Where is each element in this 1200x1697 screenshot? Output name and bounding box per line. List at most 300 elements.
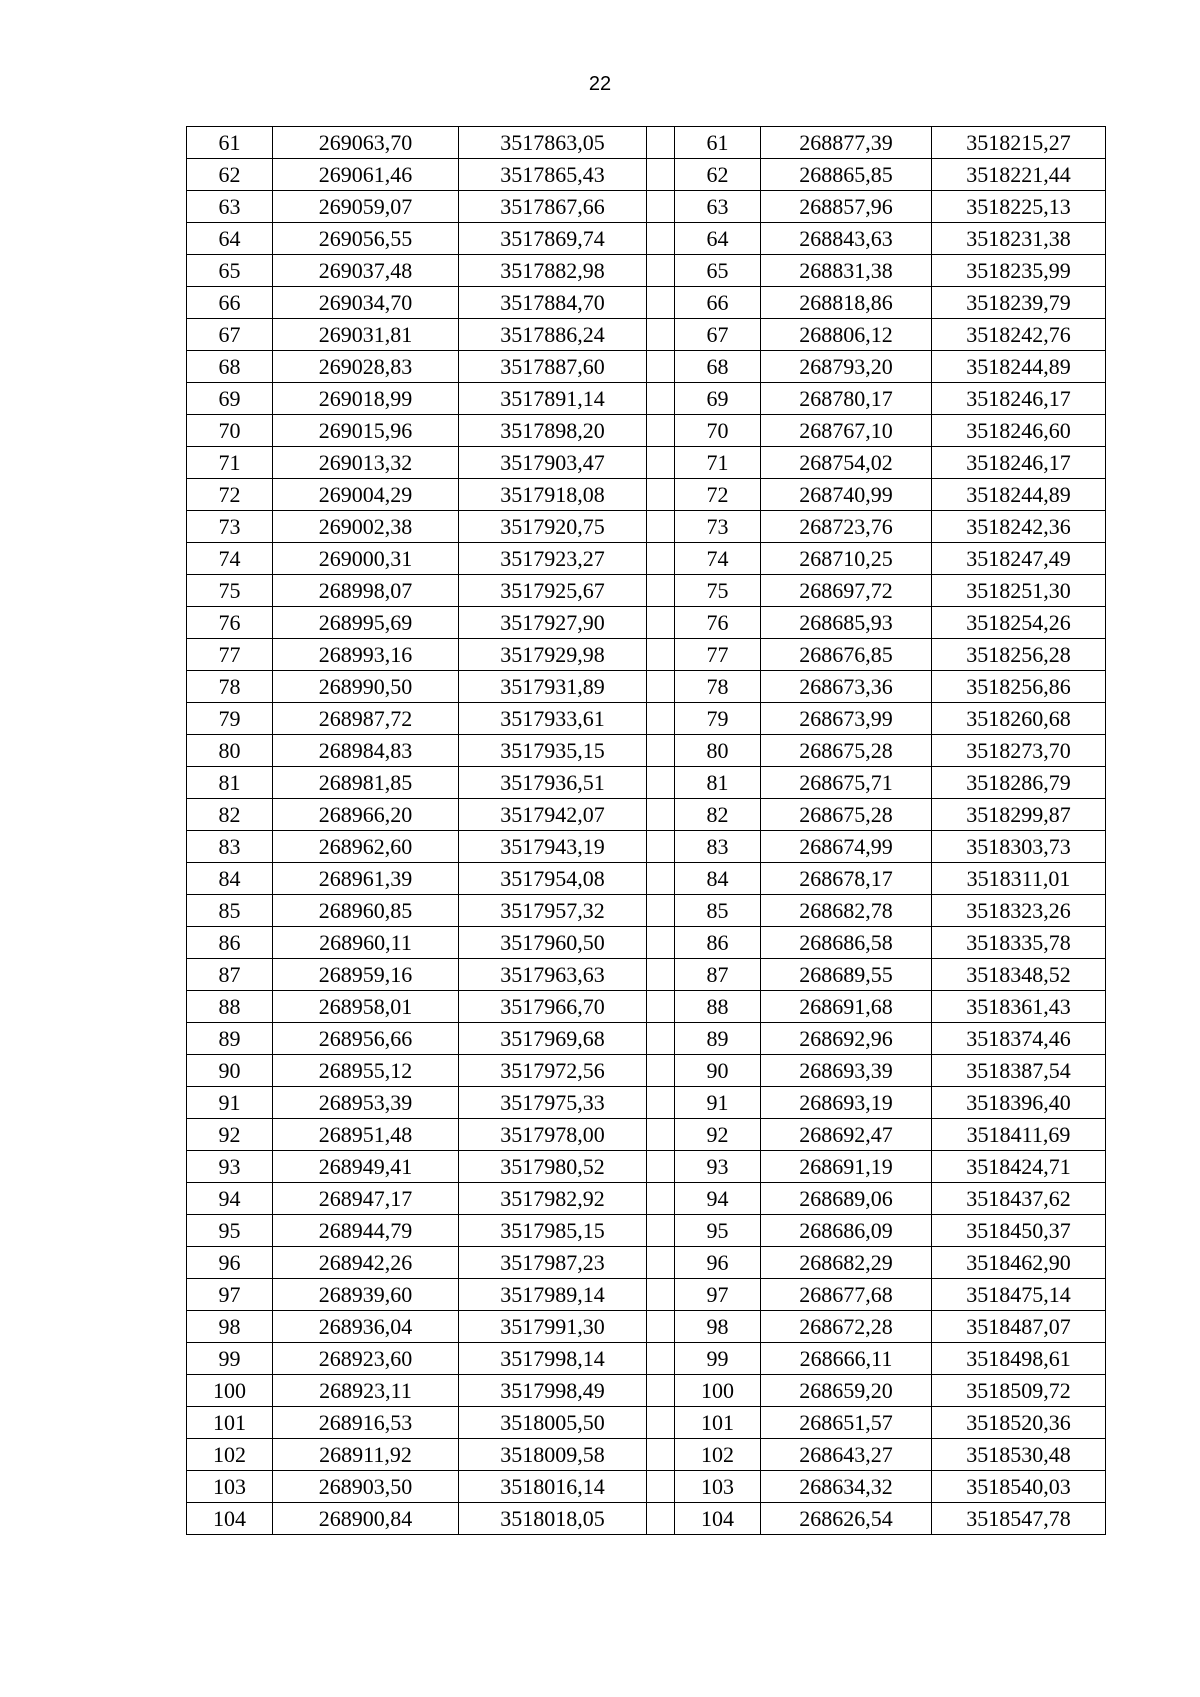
right-x-coordinate: 268674,99 (761, 831, 932, 863)
left-y-coordinate: 3517884,70 (459, 287, 647, 319)
table-row (187, 895, 1106, 927)
right-point-number: 77 (675, 639, 761, 671)
table-row (187, 447, 1106, 479)
left-x-coordinate: 269028,83 (273, 351, 459, 383)
right-point-number: 104 (675, 1503, 761, 1535)
table-row (187, 831, 1106, 863)
left-y-coordinate: 3517927,90 (459, 607, 647, 639)
left-y-coordinate: 3517963,63 (459, 959, 647, 991)
table-row (187, 735, 1106, 767)
right-point-number: 87 (675, 959, 761, 991)
right-x-coordinate: 268626,54 (761, 1503, 932, 1535)
right-x-coordinate: 268754,02 (761, 447, 932, 479)
right-y-coordinate: 3518244,89 (932, 351, 1106, 383)
right-x-coordinate: 268685,93 (761, 607, 932, 639)
right-x-coordinate: 268673,99 (761, 703, 932, 735)
left-x-coordinate: 268911,92 (273, 1439, 459, 1471)
spacer-cell (647, 511, 675, 543)
left-x-coordinate: 268900,84 (273, 1503, 459, 1535)
left-x-coordinate: 268951,48 (273, 1119, 459, 1151)
left-x-coordinate: 268923,11 (273, 1375, 459, 1407)
right-point-number: 97 (675, 1279, 761, 1311)
right-point-number: 75 (675, 575, 761, 607)
right-point-number: 98 (675, 1311, 761, 1343)
left-x-coordinate: 269002,38 (273, 511, 459, 543)
table-row (187, 1279, 1106, 1311)
left-y-coordinate: 3517918,08 (459, 479, 647, 511)
left-y-coordinate: 3517903,47 (459, 447, 647, 479)
left-point-number: 93 (187, 1151, 273, 1183)
right-x-coordinate: 268740,99 (761, 479, 932, 511)
left-y-coordinate: 3518009,58 (459, 1439, 647, 1471)
right-point-number: 92 (675, 1119, 761, 1151)
left-x-coordinate: 268916,53 (273, 1407, 459, 1439)
right-y-coordinate: 3518450,37 (932, 1215, 1106, 1247)
right-point-number: 80 (675, 735, 761, 767)
left-x-coordinate: 268990,50 (273, 671, 459, 703)
right-point-number: 72 (675, 479, 761, 511)
left-y-coordinate: 3518005,50 (459, 1407, 647, 1439)
left-x-coordinate: 268944,79 (273, 1215, 459, 1247)
spacer-cell (647, 1279, 675, 1311)
left-y-coordinate: 3517987,23 (459, 1247, 647, 1279)
left-point-number: 79 (187, 703, 273, 735)
left-point-number: 82 (187, 799, 273, 831)
left-point-number: 91 (187, 1087, 273, 1119)
table-row (187, 799, 1106, 831)
left-x-coordinate: 269059,07 (273, 191, 459, 223)
left-point-number: 71 (187, 447, 273, 479)
left-x-coordinate: 268947,17 (273, 1183, 459, 1215)
right-x-coordinate: 268672,28 (761, 1311, 932, 1343)
right-point-number: 102 (675, 1439, 761, 1471)
right-x-coordinate: 268691,68 (761, 991, 932, 1023)
right-y-coordinate: 3518374,46 (932, 1023, 1106, 1055)
right-y-coordinate: 3518323,26 (932, 895, 1106, 927)
spacer-cell (647, 383, 675, 415)
left-x-coordinate: 268958,01 (273, 991, 459, 1023)
right-y-coordinate: 3518235,99 (932, 255, 1106, 287)
right-x-coordinate: 268865,85 (761, 159, 932, 191)
right-x-coordinate: 268818,86 (761, 287, 932, 319)
right-point-number: 66 (675, 287, 761, 319)
spacer-cell (647, 1247, 675, 1279)
right-x-coordinate: 268693,19 (761, 1087, 932, 1119)
right-y-coordinate: 3518348,52 (932, 959, 1106, 991)
right-point-number: 93 (675, 1151, 761, 1183)
left-x-coordinate: 269056,55 (273, 223, 459, 255)
table-row (187, 959, 1106, 991)
left-point-number: 86 (187, 927, 273, 959)
right-y-coordinate: 3518242,76 (932, 319, 1106, 351)
left-point-number: 70 (187, 415, 273, 447)
right-x-coordinate: 268710,25 (761, 543, 932, 575)
left-point-number: 87 (187, 959, 273, 991)
right-y-coordinate: 3518239,79 (932, 287, 1106, 319)
right-y-coordinate: 3518215,27 (932, 127, 1106, 159)
left-y-coordinate: 3517998,49 (459, 1375, 647, 1407)
right-y-coordinate: 3518530,48 (932, 1439, 1106, 1471)
right-y-coordinate: 3518273,70 (932, 735, 1106, 767)
left-y-coordinate: 3517863,05 (459, 127, 647, 159)
right-y-coordinate: 3518520,36 (932, 1407, 1106, 1439)
spacer-cell (647, 991, 675, 1023)
right-x-coordinate: 268831,38 (761, 255, 932, 287)
right-x-coordinate: 268634,32 (761, 1471, 932, 1503)
left-x-coordinate: 268936,04 (273, 1311, 459, 1343)
right-y-coordinate: 3518361,43 (932, 991, 1106, 1023)
spacer-cell (647, 639, 675, 671)
spacer-cell (647, 831, 675, 863)
table-row (187, 479, 1106, 511)
left-x-coordinate: 269004,29 (273, 479, 459, 511)
left-point-number: 85 (187, 895, 273, 927)
table-row (187, 383, 1106, 415)
table-row (187, 991, 1106, 1023)
right-y-coordinate: 3518311,01 (932, 863, 1106, 895)
right-y-coordinate: 3518246,17 (932, 447, 1106, 479)
table-row (187, 1375, 1106, 1407)
table-row (187, 255, 1106, 287)
table-row (187, 1503, 1106, 1535)
spacer-cell (647, 351, 675, 383)
right-y-coordinate: 3518475,14 (932, 1279, 1106, 1311)
right-y-coordinate: 3518251,30 (932, 575, 1106, 607)
spacer-cell (647, 1151, 675, 1183)
table-row (187, 607, 1106, 639)
left-y-coordinate: 3517982,92 (459, 1183, 647, 1215)
left-y-coordinate: 3517891,14 (459, 383, 647, 415)
right-x-coordinate: 268682,29 (761, 1247, 932, 1279)
right-point-number: 94 (675, 1183, 761, 1215)
spacer-cell (647, 799, 675, 831)
left-x-coordinate: 269018,99 (273, 383, 459, 415)
left-x-coordinate: 268960,85 (273, 895, 459, 927)
spacer-cell (647, 127, 675, 159)
spacer-cell (647, 415, 675, 447)
table-row (187, 191, 1106, 223)
table-row (187, 863, 1106, 895)
right-x-coordinate: 268689,55 (761, 959, 932, 991)
left-point-number: 84 (187, 863, 273, 895)
left-x-coordinate: 269015,96 (273, 415, 459, 447)
left-point-number: 66 (187, 287, 273, 319)
spacer-cell (647, 191, 675, 223)
left-y-coordinate: 3517989,14 (459, 1279, 647, 1311)
right-x-coordinate: 268682,78 (761, 895, 932, 927)
left-x-coordinate: 268959,16 (273, 959, 459, 991)
left-x-coordinate: 268962,60 (273, 831, 459, 863)
left-point-number: 90 (187, 1055, 273, 1087)
left-x-coordinate: 268956,66 (273, 1023, 459, 1055)
right-y-coordinate: 3518254,26 (932, 607, 1106, 639)
right-x-coordinate: 268686,58 (761, 927, 932, 959)
left-point-number: 76 (187, 607, 273, 639)
left-point-number: 80 (187, 735, 273, 767)
spacer-cell (647, 319, 675, 351)
right-y-coordinate: 3518335,78 (932, 927, 1106, 959)
spacer-cell (647, 1471, 675, 1503)
right-x-coordinate: 268675,28 (761, 799, 932, 831)
right-y-coordinate: 3518462,90 (932, 1247, 1106, 1279)
right-y-coordinate: 3518286,79 (932, 767, 1106, 799)
left-x-coordinate: 268995,69 (273, 607, 459, 639)
page-number: 22 (588, 73, 612, 95)
left-point-number: 101 (187, 1407, 273, 1439)
spacer-cell (647, 543, 675, 575)
right-y-coordinate: 3518242,36 (932, 511, 1106, 543)
table-row (187, 1311, 1106, 1343)
right-point-number: 69 (675, 383, 761, 415)
right-point-number: 99 (675, 1343, 761, 1375)
left-point-number: 89 (187, 1023, 273, 1055)
right-point-number: 95 (675, 1215, 761, 1247)
left-y-coordinate: 3517936,51 (459, 767, 647, 799)
table-row (187, 927, 1106, 959)
spacer-cell (647, 607, 675, 639)
left-y-coordinate: 3518016,14 (459, 1471, 647, 1503)
left-point-number: 64 (187, 223, 273, 255)
spacer-cell (647, 735, 675, 767)
right-x-coordinate: 268675,71 (761, 767, 932, 799)
coordinates-table-body (187, 127, 1106, 1535)
right-x-coordinate: 268675,28 (761, 735, 932, 767)
right-y-coordinate: 3518487,07 (932, 1311, 1106, 1343)
left-point-number: 102 (187, 1439, 273, 1471)
left-y-coordinate: 3517978,00 (459, 1119, 647, 1151)
left-x-coordinate: 268955,12 (273, 1055, 459, 1087)
right-point-number: 78 (675, 671, 761, 703)
left-y-coordinate: 3517865,43 (459, 159, 647, 191)
left-y-coordinate: 3517867,66 (459, 191, 647, 223)
left-y-coordinate: 3518018,05 (459, 1503, 647, 1535)
right-x-coordinate: 268651,57 (761, 1407, 932, 1439)
right-point-number: 65 (675, 255, 761, 287)
left-x-coordinate: 269013,32 (273, 447, 459, 479)
right-y-coordinate: 3518244,89 (932, 479, 1106, 511)
left-point-number: 74 (187, 543, 273, 575)
left-point-number: 67 (187, 319, 273, 351)
coordinates-table (186, 126, 1106, 1535)
right-x-coordinate: 268659,20 (761, 1375, 932, 1407)
spacer-cell (647, 703, 675, 735)
left-point-number: 68 (187, 351, 273, 383)
table-row (187, 1439, 1106, 1471)
table-row (187, 415, 1106, 447)
right-point-number: 96 (675, 1247, 761, 1279)
table-row (187, 703, 1106, 735)
left-y-coordinate: 3517925,67 (459, 575, 647, 607)
left-x-coordinate: 268981,85 (273, 767, 459, 799)
spacer-cell (647, 1215, 675, 1247)
table-row (187, 543, 1106, 575)
right-x-coordinate: 268643,27 (761, 1439, 932, 1471)
left-x-coordinate: 268961,39 (273, 863, 459, 895)
left-y-coordinate: 3517935,15 (459, 735, 647, 767)
left-point-number: 94 (187, 1183, 273, 1215)
right-y-coordinate: 3518256,28 (932, 639, 1106, 671)
left-point-number: 96 (187, 1247, 273, 1279)
left-x-coordinate: 268998,07 (273, 575, 459, 607)
spacer-cell (647, 863, 675, 895)
spacer-cell (647, 1023, 675, 1055)
left-y-coordinate: 3517933,61 (459, 703, 647, 735)
left-point-number: 65 (187, 255, 273, 287)
spacer-cell (647, 1119, 675, 1151)
left-y-coordinate: 3517869,74 (459, 223, 647, 255)
spacer-cell (647, 159, 675, 191)
spacer-cell (647, 287, 675, 319)
left-point-number: 62 (187, 159, 273, 191)
left-y-coordinate: 3517954,08 (459, 863, 647, 895)
right-y-coordinate: 3518299,87 (932, 799, 1106, 831)
right-point-number: 88 (675, 991, 761, 1023)
right-point-number: 61 (675, 127, 761, 159)
right-point-number: 79 (675, 703, 761, 735)
right-y-coordinate: 3518303,73 (932, 831, 1106, 863)
right-point-number: 62 (675, 159, 761, 191)
table-row (187, 1471, 1106, 1503)
left-y-coordinate: 3517966,70 (459, 991, 647, 1023)
right-x-coordinate: 268767,10 (761, 415, 932, 447)
right-x-coordinate: 268686,09 (761, 1215, 932, 1247)
left-y-coordinate: 3517957,32 (459, 895, 647, 927)
spacer-cell (647, 767, 675, 799)
right-x-coordinate: 268692,96 (761, 1023, 932, 1055)
left-point-number: 92 (187, 1119, 273, 1151)
right-y-coordinate: 3518387,54 (932, 1055, 1106, 1087)
left-y-coordinate: 3517980,52 (459, 1151, 647, 1183)
table-row (187, 127, 1106, 159)
table-row (187, 639, 1106, 671)
table-row (187, 1087, 1106, 1119)
table-row (187, 159, 1106, 191)
right-point-number: 100 (675, 1375, 761, 1407)
table-row (187, 1183, 1106, 1215)
spacer-cell (647, 1439, 675, 1471)
left-point-number: 104 (187, 1503, 273, 1535)
right-point-number: 68 (675, 351, 761, 383)
left-point-number: 98 (187, 1311, 273, 1343)
spacer-cell (647, 1055, 675, 1087)
right-x-coordinate: 268723,76 (761, 511, 932, 543)
table-row (187, 767, 1106, 799)
right-point-number: 82 (675, 799, 761, 831)
left-point-number: 78 (187, 671, 273, 703)
right-y-coordinate: 3518411,69 (932, 1119, 1106, 1151)
left-y-coordinate: 3517972,56 (459, 1055, 647, 1087)
spacer-cell (647, 1311, 675, 1343)
left-point-number: 69 (187, 383, 273, 415)
left-x-coordinate: 268993,16 (273, 639, 459, 671)
right-point-number: 101 (675, 1407, 761, 1439)
table-row (187, 319, 1106, 351)
right-x-coordinate: 268806,12 (761, 319, 932, 351)
spacer-cell (647, 223, 675, 255)
right-x-coordinate: 268677,68 (761, 1279, 932, 1311)
spacer-cell (647, 447, 675, 479)
right-point-number: 76 (675, 607, 761, 639)
right-point-number: 64 (675, 223, 761, 255)
right-y-coordinate: 3518260,68 (932, 703, 1106, 735)
left-x-coordinate: 268960,11 (273, 927, 459, 959)
left-x-coordinate: 269061,46 (273, 159, 459, 191)
left-y-coordinate: 3517943,19 (459, 831, 647, 863)
left-point-number: 103 (187, 1471, 273, 1503)
left-point-number: 72 (187, 479, 273, 511)
left-x-coordinate: 268987,72 (273, 703, 459, 735)
table-row (187, 1119, 1106, 1151)
left-x-coordinate: 269000,31 (273, 543, 459, 575)
left-x-coordinate: 268949,41 (273, 1151, 459, 1183)
left-x-coordinate: 269031,81 (273, 319, 459, 351)
table-row (187, 1215, 1106, 1247)
right-point-number: 103 (675, 1471, 761, 1503)
right-point-number: 70 (675, 415, 761, 447)
spacer-cell (647, 927, 675, 959)
left-point-number: 73 (187, 511, 273, 543)
right-x-coordinate: 268857,96 (761, 191, 932, 223)
table-row (187, 671, 1106, 703)
right-x-coordinate: 268673,36 (761, 671, 932, 703)
right-y-coordinate: 3518246,60 (932, 415, 1106, 447)
spacer-cell (647, 959, 675, 991)
left-x-coordinate: 268939,60 (273, 1279, 459, 1311)
right-y-coordinate: 3518437,62 (932, 1183, 1106, 1215)
left-y-coordinate: 3517886,24 (459, 319, 647, 351)
table-row (187, 1343, 1106, 1375)
left-point-number: 61 (187, 127, 273, 159)
spacer-cell (647, 895, 675, 927)
left-point-number: 83 (187, 831, 273, 863)
right-y-coordinate: 3518509,72 (932, 1375, 1106, 1407)
left-x-coordinate: 268903,50 (273, 1471, 459, 1503)
table-row (187, 223, 1106, 255)
table-row (187, 1247, 1106, 1279)
spacer-cell (647, 1343, 675, 1375)
right-x-coordinate: 268697,72 (761, 575, 932, 607)
right-point-number: 90 (675, 1055, 761, 1087)
left-y-coordinate: 3517898,20 (459, 415, 647, 447)
left-y-coordinate: 3517991,30 (459, 1311, 647, 1343)
left-point-number: 99 (187, 1343, 273, 1375)
right-x-coordinate: 268676,85 (761, 639, 932, 671)
right-y-coordinate: 3518396,40 (932, 1087, 1106, 1119)
left-point-number: 100 (187, 1375, 273, 1407)
left-x-coordinate: 268966,20 (273, 799, 459, 831)
left-x-coordinate: 268984,83 (273, 735, 459, 767)
left-y-coordinate: 3517975,33 (459, 1087, 647, 1119)
left-y-coordinate: 3517887,60 (459, 351, 647, 383)
right-point-number: 67 (675, 319, 761, 351)
right-point-number: 84 (675, 863, 761, 895)
right-x-coordinate: 268780,17 (761, 383, 932, 415)
right-point-number: 74 (675, 543, 761, 575)
spacer-cell (647, 1087, 675, 1119)
right-y-coordinate: 3518256,86 (932, 671, 1106, 703)
right-y-coordinate: 3518225,13 (932, 191, 1106, 223)
spacer-cell (647, 1375, 675, 1407)
right-y-coordinate: 3518221,44 (932, 159, 1106, 191)
right-point-number: 89 (675, 1023, 761, 1055)
left-point-number: 81 (187, 767, 273, 799)
table-row (187, 575, 1106, 607)
left-x-coordinate: 269034,70 (273, 287, 459, 319)
left-x-coordinate: 268942,26 (273, 1247, 459, 1279)
left-y-coordinate: 3517960,50 (459, 927, 647, 959)
left-point-number: 95 (187, 1215, 273, 1247)
left-y-coordinate: 3517969,68 (459, 1023, 647, 1055)
